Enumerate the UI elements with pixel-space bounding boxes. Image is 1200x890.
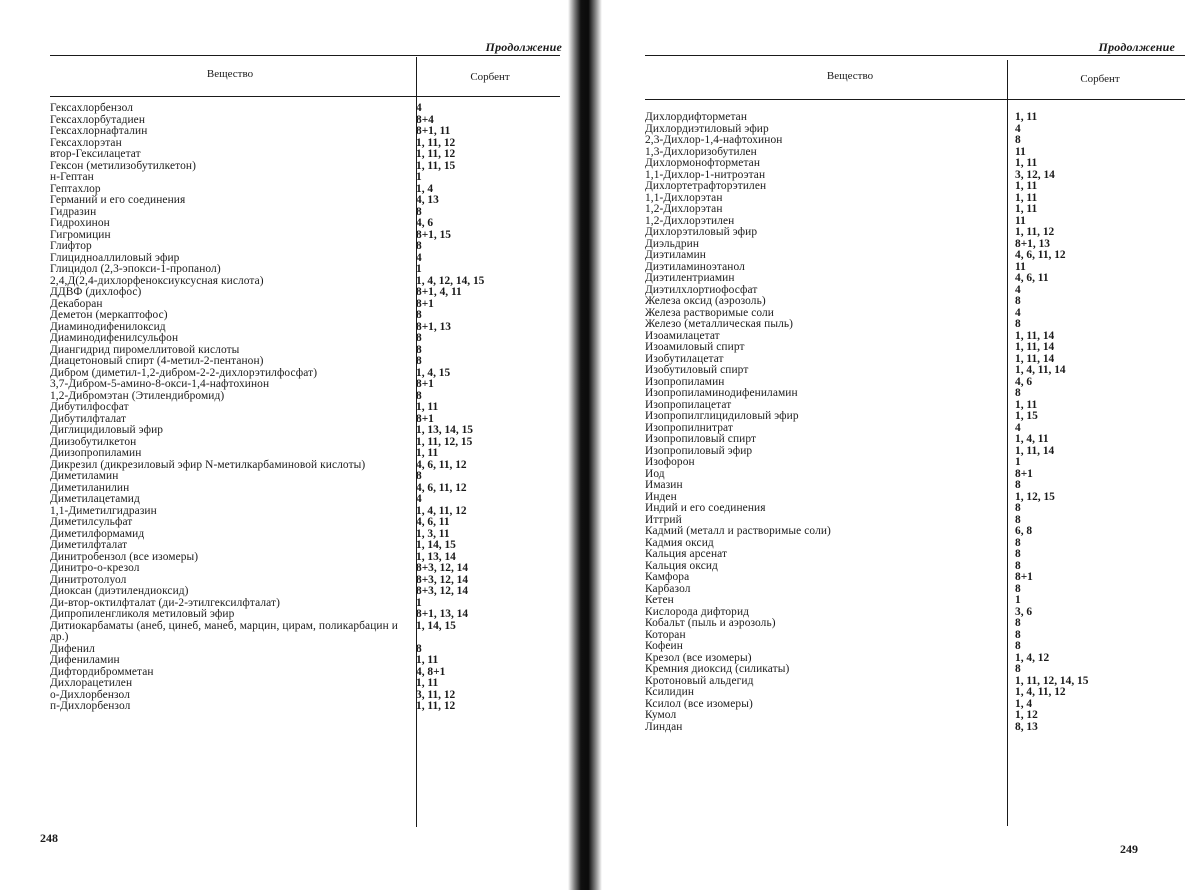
substance-name: Кофеин (645, 640, 683, 652)
sorbent-codes: 1, 11, 12 (416, 136, 456, 149)
sorbent-codes: 1 (416, 596, 422, 609)
substance-name: Гексахлорнафталин (50, 125, 148, 137)
sorbent-codes: 8 (416, 343, 422, 356)
substance-name: Диэтиламин (645, 249, 706, 261)
table-row (50, 264, 470, 276)
substance-name: Диангидрид пиромеллитовой кислоты (50, 343, 240, 356)
sorbent-codes: 1 (1015, 594, 1021, 606)
sorbent-codes: 8+3, 12, 14 (416, 573, 469, 586)
table-row (50, 655, 470, 667)
table-row (645, 457, 1115, 469)
sorbent-codes: 1 (416, 263, 422, 275)
substance-name: 1,3-Дихлоризобутилен (645, 145, 757, 158)
substance-name: Кислорода дифторид (645, 605, 750, 618)
substance-name: Индий и его соединения (645, 502, 766, 514)
substance-name: Диэтилхлортиофосфат (645, 283, 758, 296)
substance-name: Железа растворимые соли (645, 306, 774, 319)
table-row (50, 218, 470, 230)
sorbent-codes: 1, 13, 14 (416, 550, 456, 563)
sorbent-codes: 1, 11, 15 (416, 159, 456, 172)
substance-name: Изофорон (645, 456, 695, 468)
sorbent-codes: 8 (1015, 617, 1021, 629)
substance-name: Диизобутилкетон (50, 435, 137, 448)
sorbent-codes: 1, 13, 14, 15 (416, 424, 473, 436)
substance-name: Диэтиламиноэтанол (645, 260, 745, 273)
sorbent-codes: 3, 12, 14 (1015, 168, 1055, 181)
sorbent-codes: 4 (1015, 122, 1021, 135)
substance-name: Карбазол (645, 582, 691, 595)
table-row (645, 158, 1115, 170)
sorbent-codes: 8+1, 13, 14 (416, 608, 469, 620)
substance-name: Ксилидин (645, 686, 695, 698)
substance-name: Линдан (645, 720, 683, 733)
header-bottom-rule (645, 99, 1185, 100)
table-row (50, 195, 470, 207)
substance-name: Крезол (все изомеры) (645, 651, 752, 664)
substance-name: Гидрохинон (50, 217, 110, 229)
continued-label: Продолжение (1098, 40, 1175, 54)
substance-name: Гидразин (50, 205, 97, 218)
sorbent-codes: 1, 4 (1015, 697, 1033, 710)
table-row (645, 595, 1115, 607)
table-row (645, 112, 1115, 124)
table-row (645, 687, 1115, 699)
substance-name: Изопропилнитрат (645, 421, 733, 434)
substance-name: 1,1-Дихлор-1-нитроэтан (645, 168, 766, 181)
sorbent-codes: 8+3, 12, 14 (416, 562, 469, 574)
sorbent-codes: 4 (1015, 283, 1021, 296)
substance-name: Динитробензол (все изомеры) (50, 550, 199, 563)
book-gutter (568, 0, 602, 890)
sorbent-codes: 1, 11, 14 (1015, 444, 1055, 457)
header-substance: Вещество (206, 68, 254, 80)
substance-table (645, 112, 1115, 733)
table-row (50, 161, 470, 173)
sorbent-codes: 1, 11 (416, 447, 439, 459)
sorbent-codes: 4 (416, 493, 422, 505)
table-row (645, 561, 1115, 573)
table-row (645, 710, 1115, 722)
sorbent-codes: 1, 11, 14 (1015, 341, 1055, 353)
substance-name: Дикрезил (дикрезиловый эфир N-метилкарбаминовой кислоты) (50, 458, 366, 471)
sorbent-codes: 1, 12, 15 (1015, 490, 1055, 503)
sorbent-codes: 3, 6 (1015, 605, 1033, 618)
table-row (645, 342, 1115, 354)
substance-name: Деметон (меркаптофос) (50, 309, 168, 321)
sorbent-codes: 8+1 (1015, 571, 1033, 583)
table-row (50, 494, 470, 506)
sorbent-codes: 1, 4, 11, 12 (1015, 686, 1066, 698)
table-row (50, 333, 470, 345)
substance-name: Диаминодифенилоксид (50, 320, 166, 333)
substance-name: Камфора (645, 571, 690, 583)
substance-name: Иттрий (645, 513, 682, 526)
sorbent-codes: 1 (416, 171, 422, 183)
sorbent-codes: 8+3, 12, 14 (416, 585, 469, 597)
sorbent-codes: 1 (1015, 456, 1021, 468)
substance-name: Гексахлорэтан (50, 136, 122, 149)
sorbent-codes: 4 (1015, 421, 1021, 434)
sorbent-codes: 8 (1015, 640, 1021, 652)
table-row (50, 586, 470, 598)
sorbent-codes: 8+1, 4, 11 (416, 286, 462, 298)
table-row (645, 572, 1115, 584)
sorbent-codes: 8, 13 (1015, 720, 1038, 733)
table-row (50, 149, 470, 161)
header-sorbent: Сорбент (470, 71, 510, 83)
table-row (50, 701, 470, 713)
substance-name: Которан (645, 628, 686, 641)
table-row (645, 296, 1115, 308)
sorbent-codes: 11 (1015, 145, 1026, 158)
sorbent-codes: 8 (1015, 295, 1021, 307)
sorbent-codes: 1, 4 (416, 182, 434, 195)
table-top-rule (645, 55, 1185, 56)
sorbent-codes: 4, 13 (416, 194, 439, 206)
sorbent-codes: 1, 11, 12, 14, 15 (1015, 674, 1089, 687)
sorbent-codes: 11 (1015, 214, 1026, 227)
substance-name: Диметилфталат (50, 539, 128, 551)
table-row (645, 630, 1115, 642)
sorbent-codes: 8+1, 13 (416, 320, 451, 333)
substance-name: 2,4,Д(2,4-дихлорфеноксиуксусная кислота) (50, 274, 264, 287)
sorbent-codes: 1, 11 (416, 654, 439, 666)
sorbent-codes: 4, 6, 11 (1015, 272, 1049, 284)
sorbent-codes: 1, 11, 12 (416, 700, 456, 712)
sorbent-codes: 8 (416, 389, 422, 402)
substance-name: Железа оксид (аэрозоль) (645, 295, 766, 307)
substance-name: Кальция оксид (645, 559, 718, 572)
sorbent-codes: 1, 11 (1015, 203, 1038, 215)
substance-name: Дифтордибромметан (50, 665, 154, 678)
substance-name: Изобутилацетат (645, 352, 724, 365)
substance-name: Германий и его соединения (50, 194, 186, 206)
sorbent-codes: 4, 6, 11 (416, 516, 450, 528)
table-row (50, 230, 470, 242)
substance-name: Кадмий (металл и растворимые соли) (645, 525, 831, 537)
sorbent-codes: 1, 4, 12, 14, 15 (416, 274, 485, 287)
header-sorbent: Сорбент (1080, 73, 1120, 85)
substance-name: Диацетоновый спирт (4-метил-2-пентанон) (50, 355, 264, 367)
substance-name: Дихлорацетилен (50, 677, 133, 689)
table-top-rule (50, 55, 560, 56)
table-row (50, 310, 470, 322)
substance-name: Изопропилацетат (645, 398, 732, 411)
substance-name: Изопропиловый спирт (645, 433, 757, 445)
sorbent-codes: 1, 4, 11 (1015, 433, 1049, 445)
substance-name: Диоксан (диэтилендиоксид) (50, 585, 189, 597)
sorbent-codes: 1, 11 (416, 677, 439, 689)
substance-name: Изопропилглицидиловый эфир (645, 410, 799, 422)
table-row (50, 678, 470, 690)
substance-name: Гептахлор (50, 182, 101, 195)
sorbent-codes: 8+1, 15 (416, 228, 451, 241)
sorbent-codes: 1, 11 (1015, 111, 1038, 123)
sorbent-codes: 1, 4, 11, 14 (1015, 364, 1066, 376)
table-row (645, 204, 1115, 216)
substance-name: Глицидноаллиловый эфир (50, 251, 180, 264)
sorbent-codes: 4 (416, 102, 422, 114)
substance-name: Изопропиловый эфир (645, 444, 753, 457)
sorbent-codes: 8 (416, 240, 422, 252)
sorbent-codes: 8 (416, 205, 422, 218)
sorbent-codes: 1, 12 (1015, 709, 1038, 721)
table-row (50, 356, 470, 368)
table-row (645, 135, 1115, 147)
substance-name: 1,1-Дихлорэтан (645, 191, 723, 204)
substance-name: Динитро-о-крезол (50, 562, 140, 574)
sorbent-codes: 8 (416, 470, 422, 482)
substance-name: Изоамилацетат (645, 329, 720, 342)
substance-name: 1,2-Дибромэтан (Этилендибромид) (50, 389, 225, 402)
substance-name: Ксилол (все изомеры) (645, 697, 753, 710)
sorbent-codes: 8+1 (416, 378, 434, 390)
sorbent-codes: 1, 4, 11, 12 (416, 504, 467, 517)
sorbent-codes: 8 (416, 332, 422, 344)
substance-name: Инден (645, 490, 677, 503)
substance-name: Дихлортетрафторэтилен (645, 180, 767, 192)
sorbent-codes: 1, 14, 15 (416, 539, 456, 551)
substance-name: 2,3-Дихлор-1,4-нафтохинон (645, 134, 783, 146)
table-row (50, 103, 470, 115)
table-row (50, 448, 470, 460)
continued-label: Продолжение (485, 40, 562, 54)
table-row (50, 424, 473, 437)
substance-name: Декаборан (50, 297, 103, 310)
table-row (645, 181, 1115, 193)
substance-name: ДДВФ (дихлофос) (50, 286, 142, 298)
left-page (0, 0, 575, 890)
sorbent-codes: 1, 11 (1015, 398, 1038, 411)
sorbent-codes: 8 (1015, 536, 1021, 549)
substance-name: Изоамиловый спирт (645, 341, 745, 353)
substance-name: Глицидол (2,3-эпокси-1-пропанол) (50, 263, 221, 275)
sorbent-codes: 4 (416, 251, 422, 264)
substance-name: Глифтор (50, 240, 92, 252)
sorbent-codes: 8 (1015, 479, 1021, 491)
substance-name: 1,1-Диметилгидразин (50, 504, 157, 517)
substance-name: Ди-втор-октилфталат (ди-2-этилгексилфталат) (50, 596, 280, 609)
sorbent-codes: 4 (1015, 306, 1021, 319)
sorbent-codes: 8+1, 11 (416, 125, 451, 137)
substance-name: Кальция арсенат (645, 548, 728, 560)
sorbent-codes: 11 (1015, 260, 1026, 273)
substance-name: Дипропиленгликоля метиловый эфир (50, 608, 235, 620)
substance-name: Гигромицин (50, 228, 111, 241)
sorbent-codes: 1, 11, 14 (1015, 352, 1055, 365)
sorbent-codes: 1, 11, 14 (1015, 329, 1055, 342)
sorbent-codes: 8+1 (416, 412, 434, 425)
table-row (645, 227, 1115, 239)
sorbent-codes: 1, 4, 12 (1015, 651, 1050, 664)
sorbent-codes: 4, 8+1 (416, 665, 446, 678)
substance-name: втор-Гексилацетат (50, 148, 141, 160)
substance-name: Диэльдрин (645, 237, 700, 250)
substance-name: Имазин (645, 479, 683, 491)
substance-name: Диаминодифенилсульфон (50, 332, 179, 344)
substance-name: н-Гептан (50, 171, 94, 183)
sorbent-codes: 8 (1015, 548, 1021, 560)
substance-name: 3,7-Дибром-5-амино-8-окси-1,4-нафтохинон (50, 378, 270, 390)
sorbent-codes: 8 (416, 642, 422, 655)
substance-name: Дитиокарбаматы (анеб, цинеб, манеб, марцин, цирам, поликарбацин и др.) (50, 619, 398, 643)
table-row (50, 379, 470, 391)
table-row (645, 250, 1115, 262)
sorbent-codes: 1, 14, 15 (416, 619, 456, 632)
sorbent-codes: 1, 11, 12 (1015, 226, 1055, 238)
substance-name: Дихлордиэтиловый эфир (645, 122, 769, 135)
substance-table (50, 102, 485, 713)
table-row (645, 480, 1115, 492)
substance-name: Изобутиловый спирт (645, 364, 749, 376)
table-row (645, 446, 1115, 458)
substance-name: Диметилформамид (50, 527, 145, 540)
sorbent-codes: 1, 11 (1015, 191, 1038, 204)
substance-name: Кумол (645, 709, 677, 721)
sorbent-codes: 8+1 (416, 297, 434, 310)
sorbent-codes: 8+4 (416, 113, 434, 126)
sorbent-codes: 4, 6, 11, 12 (416, 458, 467, 471)
table-row (645, 722, 1115, 734)
sorbent-codes: 4, 6 (1015, 375, 1033, 388)
substance-name: Диметиламин (50, 470, 119, 482)
sorbent-codes: 8 (1015, 628, 1021, 641)
substance-name: Дибутилфосфат (50, 401, 129, 413)
sorbent-codes: 8 (1015, 387, 1021, 399)
substance-name: Дифенил (50, 642, 95, 655)
substance-name: Диизопропиламин (50, 447, 142, 459)
table-row (50, 621, 470, 644)
table-row (50, 172, 470, 184)
table-row (645, 503, 1115, 515)
substance-name: Диметилацетамид (50, 493, 140, 505)
table-row (645, 584, 1115, 596)
sorbent-codes: 1, 4, 15 (416, 366, 451, 379)
table-row (50, 609, 470, 621)
substance-name: Дихлормонофторметан (645, 157, 761, 169)
substance-name: п-Дихлорбензол (50, 700, 131, 712)
table-row (645, 664, 1115, 676)
substance-name: Железо (металлическая пыль) (645, 318, 794, 330)
table-row (645, 618, 1115, 630)
sorbent-codes: 1, 11, 12, 15 (416, 435, 473, 448)
substance-name: Кадмия оксид (645, 536, 714, 549)
substance-name: Диметиланилин (50, 481, 130, 494)
table-row (645, 388, 1115, 400)
sorbent-codes: 8 (1015, 134, 1021, 146)
header-bottom-rule (50, 96, 560, 97)
table-row (645, 319, 1115, 331)
substance-name: Диметилсульфат (50, 516, 133, 528)
table-row (645, 699, 1115, 711)
sorbent-codes: 1, 11 (1015, 180, 1038, 192)
table-row (50, 241, 470, 253)
substance-name: Дихлордифторметан (645, 111, 748, 123)
table-row (645, 641, 1115, 653)
table-row (50, 471, 470, 483)
header-substance: Вещество (826, 70, 874, 82)
sorbent-codes: 1, 11, 12 (416, 148, 456, 160)
table-row (50, 287, 470, 299)
substance-name: Гексахлорбензол (50, 102, 134, 114)
substance-name: Иод (645, 467, 665, 480)
sorbent-codes: 1, 11 (1015, 157, 1038, 169)
sorbent-codes: 8+1, 13 (1015, 237, 1050, 250)
substance-name: Кобальт (пыль и аэрозоль) (645, 617, 776, 629)
substance-name: Динитротолуол (50, 573, 127, 586)
sorbent-codes: 8 (416, 309, 422, 321)
sorbent-codes: 8 (1015, 559, 1021, 572)
sorbent-codes: 1, 3, 11 (416, 527, 450, 540)
table-row (645, 434, 1115, 446)
sorbent-codes: 8+1 (1015, 467, 1033, 480)
right-page (600, 0, 1200, 890)
table-row (50, 517, 470, 529)
page-number: 248 (40, 831, 58, 845)
substance-name: Изопропиламинодифениламин (645, 387, 798, 399)
table-row (50, 402, 470, 414)
table-row (645, 469, 1115, 481)
substance-name: Кетен (645, 594, 674, 606)
sorbent-codes: 6, 8 (1015, 525, 1033, 537)
table-row (645, 411, 1115, 423)
sorbent-codes: 4, 6 (416, 217, 434, 229)
sorbent-codes: 3, 11, 12 (416, 688, 456, 701)
sorbent-codes: 8 (1015, 513, 1021, 526)
substance-name: Кремния диоксид (силикаты) (645, 663, 790, 675)
page-number: 249 (1120, 842, 1138, 856)
substance-name: о-Дихлорбензол (50, 688, 130, 701)
table-row (645, 365, 1115, 377)
substance-name: Дибром (диметил-1,2-дибром-2-2-дихлорэтилфосфат) (50, 366, 318, 379)
table-row (50, 207, 470, 219)
substance-name: Диэтилентриамин (645, 272, 735, 284)
table-row (645, 549, 1115, 561)
substance-name: Кротоновый альдегид (645, 674, 754, 687)
substance-name: Диглицидиловый эфир (50, 424, 164, 436)
sorbent-codes: 4, 6, 11, 12 (1015, 249, 1066, 261)
table-row (50, 563, 470, 575)
substance-name: Гексахлорбутадиен (50, 113, 146, 126)
substance-name: Дихлорэтиловый эфир (645, 226, 758, 238)
sorbent-codes: 8 (1015, 502, 1021, 514)
sorbent-codes: 8 (1015, 582, 1021, 595)
substance-name: 1,2-Дихлорэтан (645, 203, 723, 215)
substance-name: Изопропиламин (645, 375, 725, 388)
sorbent-codes: 1, 11 (416, 401, 439, 413)
table-row (645, 273, 1115, 285)
table-row (50, 126, 470, 138)
sorbent-codes: 4, 6, 11, 12 (416, 481, 467, 494)
table-row (50, 540, 470, 552)
sorbent-codes: 1, 15 (1015, 410, 1038, 422)
sorbent-codes: 8 (1015, 663, 1021, 675)
table-row (645, 526, 1115, 538)
substance-name: Дибутилфталат (50, 412, 127, 425)
sorbent-codes: 8 (416, 355, 422, 367)
substance-name: Дифениламин (50, 654, 120, 666)
substance-name: Гексон (метилизобутилкетон) (50, 159, 196, 172)
sorbent-codes: 8 (1015, 318, 1021, 330)
substance-name: 1,2-Дихлорэтилен (645, 214, 735, 227)
